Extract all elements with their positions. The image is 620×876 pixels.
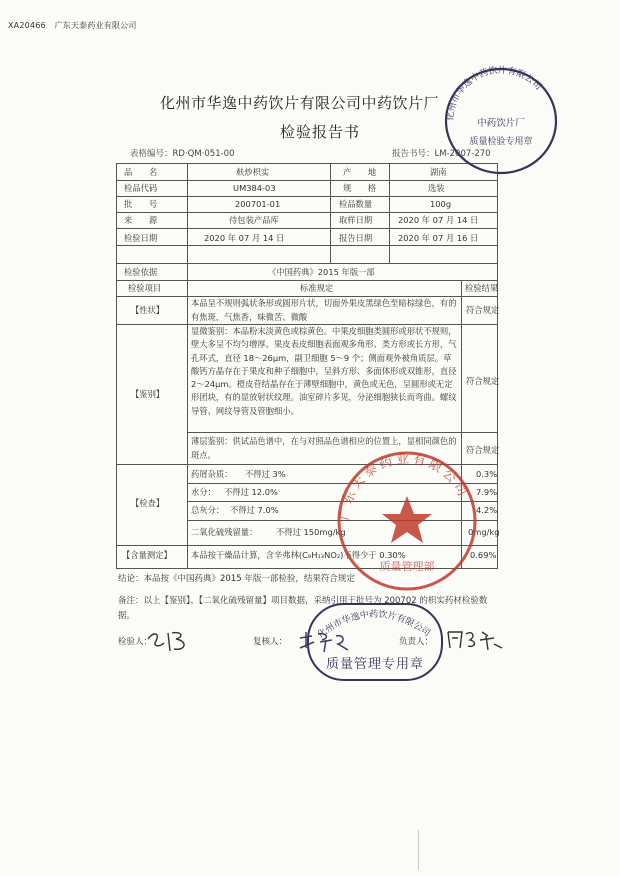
test-date-label: 检验日期 [124, 233, 158, 243]
form-number: 表格编号：RD·QM·051-00 [130, 149, 235, 159]
inspection-so2-limit: 不得过 150mg/kg [276, 527, 346, 537]
source-label: 来 源 [124, 215, 158, 225]
code-label: 检品代码 [124, 183, 158, 193]
inspection-moisture-result: 7.9% [476, 487, 498, 497]
code-value: UM384-03 [233, 183, 276, 193]
col-header-result: 检验结果 [465, 283, 499, 293]
report-number: 报告书号：LM-2007-270 [392, 149, 491, 159]
assay-standard: 本品按干燥品计算，含辛弗林(C₉H₁₃NO₂)不得少于 0.30% [191, 550, 406, 560]
company-name: 广东天泰药业有限公司 [54, 21, 137, 30]
quality-management-seal [300, 598, 450, 688]
seal-ring-text: 化州市华逸中药饮片有限公司 [445, 65, 543, 122]
inspection-moisture-name: 水分： [191, 487, 216, 497]
source-value: 待包装产品库 [229, 215, 279, 225]
product-value: 麸炒枳实 [236, 167, 270, 177]
identification-tlc-standard: 薄层鉴别：供试品色谱中，在与对照品色谱相应的位置上，显相同颜色的斑点。 [191, 436, 457, 460]
inspection-ash-result: 4.2% [476, 505, 498, 515]
inspection-ash-name: 总灰分： [191, 505, 225, 515]
product-label: 品 名 [124, 167, 158, 177]
spec-label: 规 格 [343, 183, 377, 193]
inspection-impurity-limit: 不得过 3% [245, 469, 286, 479]
reviewer-label: 复核人： [253, 637, 288, 647]
inspection-so2-result: 0mg/kg [468, 527, 500, 537]
col-header-item: 检验项目 [128, 283, 162, 293]
bottom-seal-line: 质量管理专用章 [325, 657, 425, 672]
bottom-seal-ring-text: 化州市华逸中药饮片有限公司 [316, 609, 432, 641]
identification-micro-standard: 显微鉴别：本品粉末淡黄色或棕黄色。中果皮细胞类圆形或形状不规则，壁大多呈不均匀增厚。果皮表皮细胞表面观多角形、类方形或长方形，气孔环式，直径 18～26μm，副卫细胞 5～9 个；侧面观外被角质层。草酸钙方晶存在于果皮和种子细胞中，呈斜方形、多面体形或双锥形，直径 2～24μm。橙皮苷结晶存在于薄壁细胞中，黄色或无色，呈圆形或无定形团块，有的显放射状纹理。油室碎片多见，分泌细胞狭长而弯曲。螺纹导管、网纹导管及管胞细小。 [191, 326, 457, 416]
responsible-label: 负责人： [399, 637, 434, 647]
red-seal-ring-text: 广东天泰药业有限公司 [337, 451, 472, 522]
doc-code: XA20466 [8, 21, 46, 30]
inspection-impurity-name: 药屑杂质： [191, 469, 233, 479]
scan-mark [418, 830, 419, 870]
batch-value: 200701-01 [235, 199, 281, 209]
sample-date-value: 2020 年 07 月 14 日 [398, 215, 479, 225]
identification-item: 【鉴别】 [131, 389, 165, 399]
appearance-item: 【性状】 [131, 305, 165, 315]
seal-line1: 中药饮片厂 [477, 118, 525, 129]
star-icon [382, 496, 432, 543]
inspection-moisture-limit: 不得过 12.0% [224, 487, 278, 497]
assay-item: 【含量测定】 [122, 550, 172, 560]
inspection-impurity-result: 0.3% [476, 469, 498, 479]
remark: 备注：以上【鉴别】、【二氧化硫残留量】项目数据，采纳引用于批号为 200702 的枳实药材检验数据。 [118, 596, 488, 621]
quality-inspection-seal [440, 60, 562, 182]
assay-result: 0.69% [470, 550, 497, 560]
origin-label: 产 地 [343, 167, 377, 177]
inspection-item: 【检查】 [131, 498, 165, 508]
conclusion: 结论：本品按《中国药典》2015 年版一部检验，结果符合规定 [118, 574, 355, 584]
responsible-signature [442, 626, 512, 652]
basis-label: 检验依据 [124, 267, 158, 277]
qty-value: 100g [430, 199, 452, 209]
appearance-standard: 本品呈不规则弧状条形或圆形片状，切面外果皮黑绿色至暗棕绿色，有的有焦斑，气焦香，味微苦、微酸 [191, 298, 457, 322]
identification-tlc-result: 符合规定 [466, 445, 500, 455]
inspection-ash-limit: 不得过 7.0% [230, 505, 279, 515]
inspection-so2-name: 二氧化硫残留量： [191, 527, 258, 537]
company-red-seal [332, 446, 482, 596]
doc-header [8, 20, 137, 31]
red-seal-line: 质量管理部 [379, 560, 435, 573]
origin-value: 湖南 [430, 167, 447, 177]
report-date-value: 2020 年 07 月 16 日 [398, 233, 479, 243]
seal-line2: 质量检验专用章 [469, 137, 533, 147]
batch-label: 批 号 [124, 199, 158, 209]
identification-micro-result: 符合规定 [466, 376, 500, 386]
qty-label: 检品数量 [339, 199, 373, 209]
report-date-label: 报告日期 [339, 233, 373, 243]
test-date-value: 2020 年 07 月 14 日 [204, 233, 285, 243]
col-header-standard: 标准规定 [300, 283, 334, 293]
inspector-signature [140, 625, 200, 657]
report-title-company: 化州市华逸中药饮片有限公司中药饮片厂 [160, 94, 440, 112]
report-title: 检验报告书 [280, 123, 361, 141]
spec-value: 选装 [428, 183, 445, 193]
sample-date-label: 取样日期 [339, 215, 373, 225]
basis-value: 《中国药典》2015 年版一部 [268, 267, 375, 277]
appearance-result: 符合规定 [466, 305, 500, 315]
inspector-label: 检验人： [118, 637, 153, 647]
